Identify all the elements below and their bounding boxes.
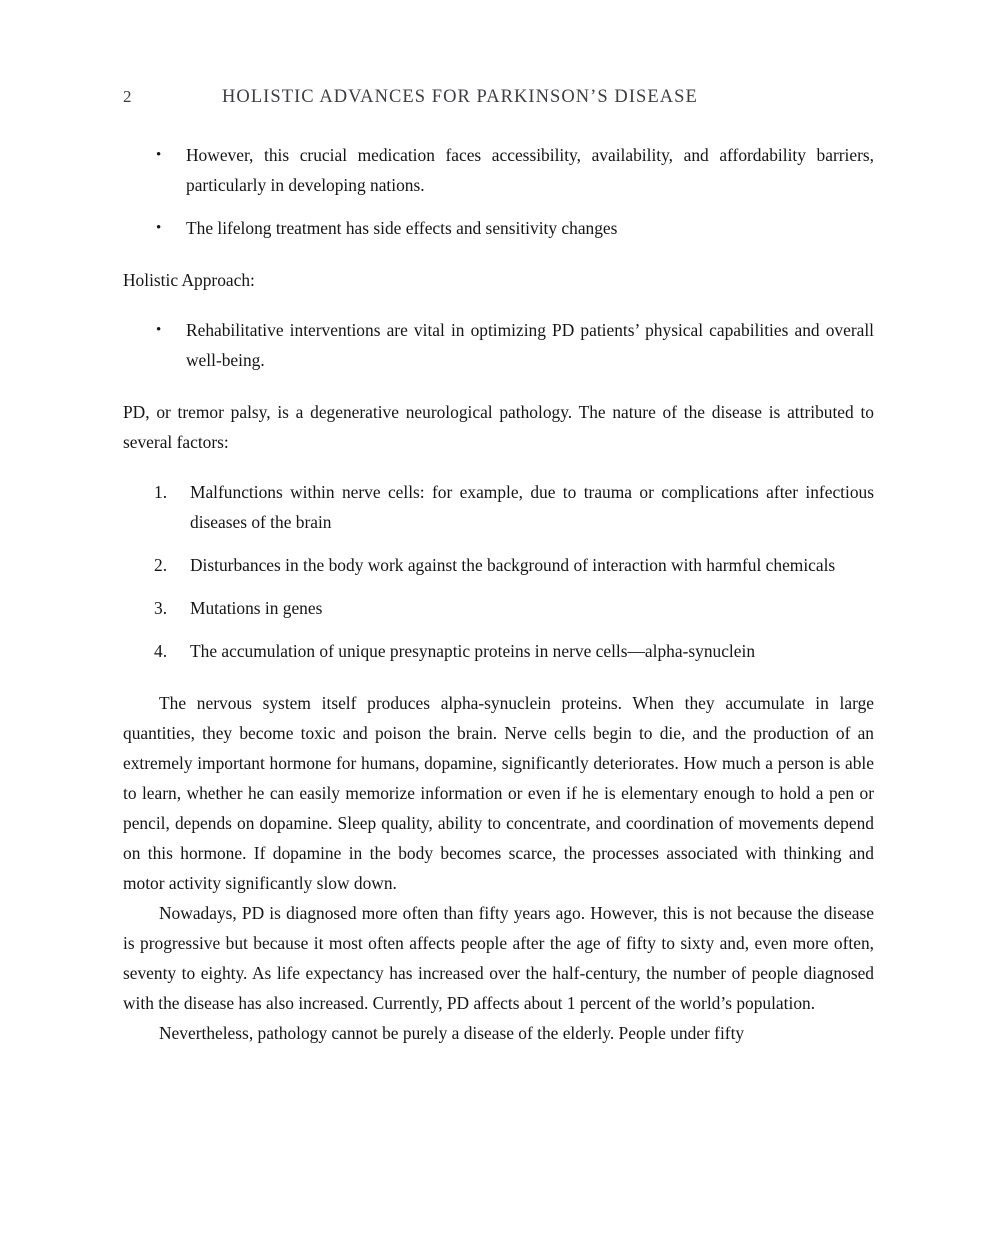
body-text-block	[123, 140, 874, 1048]
list-item	[123, 636, 874, 666]
list-item	[123, 315, 874, 375]
list-item	[123, 477, 874, 537]
list-item-text: However, this crucial medication faces accessibility, availability, and affordability barriers, particularly in developing nations.	[186, 145, 874, 195]
list-number: 2.	[154, 555, 168, 575]
list-item-text: Disturbances in the body work against the background of interaction with harmful chemicals	[190, 555, 836, 575]
list-number: 1.	[154, 482, 168, 502]
bullet-icon: •	[156, 322, 162, 338]
spacer	[123, 666, 874, 688]
paragraph-nevertheless: Nevertheless, pathology cannot be purely a disease of the elderly. People under fifty	[159, 1023, 745, 1043]
list-number: 4.	[154, 641, 168, 661]
bullet-list-holistic	[123, 315, 874, 375]
list-item-text: The accumulation of unique presynaptic proteins in nerve cells—alpha-synuclein	[190, 641, 756, 661]
bullet-list-medication	[123, 140, 874, 243]
spacer	[123, 295, 874, 315]
list-item-text: Mutations in genes	[190, 598, 323, 618]
page-number: 2	[123, 87, 132, 106]
list-number: 3.	[154, 598, 168, 618]
list-item-text: Rehabilitative interventions are vital in optimizing PD patients’ physical capabilities and overall well-being.	[186, 320, 874, 370]
spacer	[123, 243, 874, 265]
bullet-icon: •	[156, 147, 162, 163]
list-item-text: Malfunctions within nerve cells: for example, due to trauma or complications after infectious diseases of the brain	[190, 482, 874, 532]
list-item	[123, 140, 874, 200]
paragraph-nervous-system: The nervous system itself produces alpha-synuclein proteins. When they accumulate in large quantities, they become toxic and poison the brain. Nerve cells begin to die, and the production of an extremely important hormone for humans, dopamine, significantly deteriorates. How much a person is able to learn, whether he can easily memorize information or even if he is elementary enough to hold a pen or pencil, depends on dopamine. Sleep quality, ability to concentrate, and coordination of movements depend on this hormone. If dopamine in the body becomes scarce, the processes associated with thinking and motor activity significantly slow down.	[123, 693, 874, 893]
spacer	[123, 375, 874, 397]
list-item	[123, 593, 874, 623]
spacer	[123, 457, 874, 477]
list-item-text: The lifelong treatment has side effects and sensitivity changes	[186, 218, 618, 238]
paragraph-nowadays: Nowadays, PD is diagnosed more often than fifty years ago. However, this is not because the disease is progressive but because it most often affects people after the age of fifty to sixty and, even more often, seventy to eighty. As life expectancy has increased over the half-century, the number of people diagnosed with the disease has also increased. Currently, PD affects about 1 percent of the world’s population.	[123, 903, 874, 1013]
running-title: HOLISTIC ADVANCES FOR PARKINSON’S DISEASE	[222, 87, 698, 107]
list-item	[123, 550, 874, 580]
list-item	[123, 213, 874, 243]
holistic-approach-heading: Holistic Approach:	[123, 270, 255, 290]
numbered-list-factors	[123, 477, 874, 666]
intro-paragraph: PD, or tremor palsy, is a degenerative neurological pathology. The nature of the disease is attributed to several factors:	[123, 402, 874, 452]
running-header	[123, 84, 874, 110]
bullet-icon: •	[156, 220, 162, 236]
